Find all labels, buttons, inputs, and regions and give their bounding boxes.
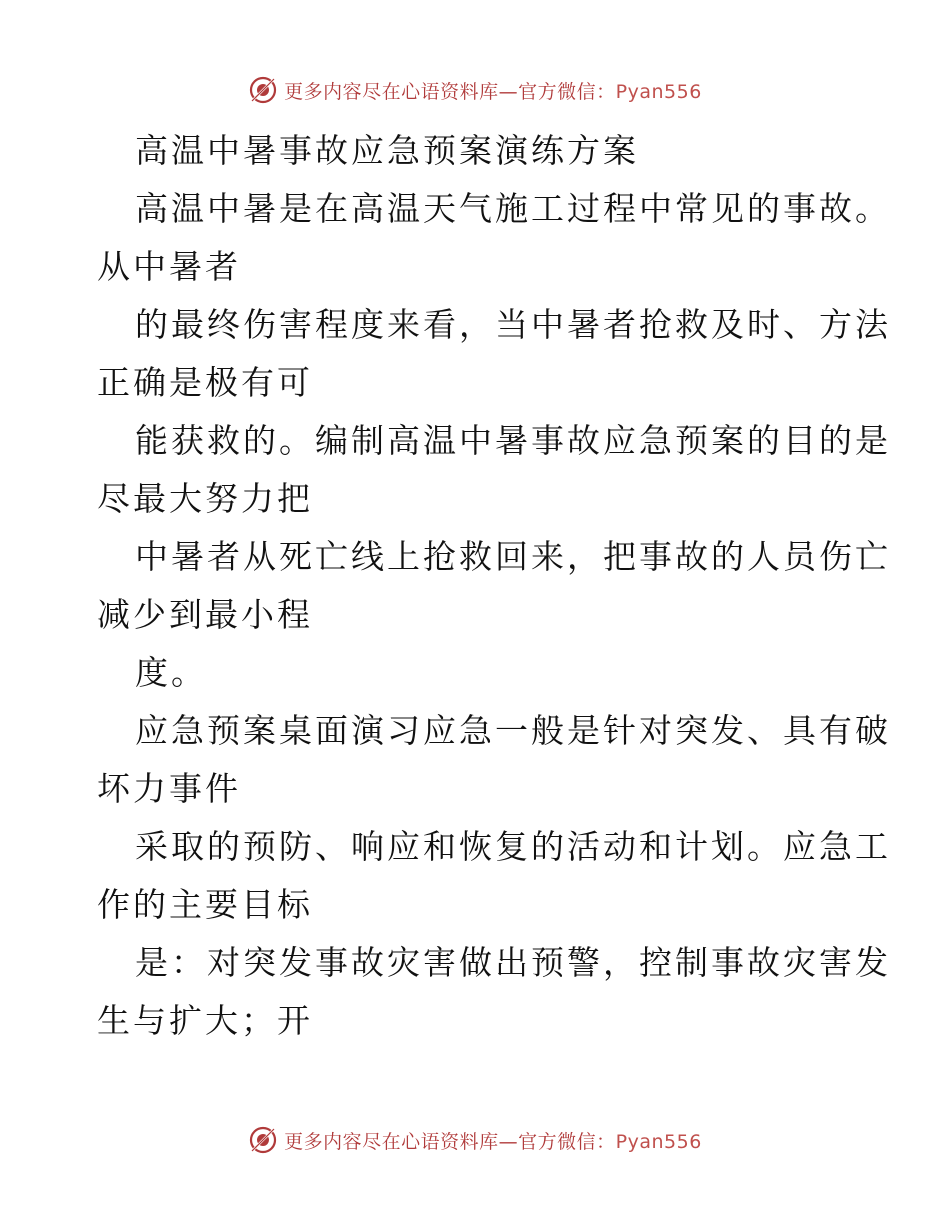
doc-line: 中暑者从死亡线上抢救回来，把事故的人员伤亡	[135, 537, 891, 576]
doc-line: 正确是极有可	[97, 363, 313, 402]
doc-line: 高温中暑是在高温天气施工过程中常见的事故。	[135, 189, 891, 228]
banner-text: 更多内容尽在心语资料库—官方微信：	[284, 1130, 616, 1153]
document-body	[97, 122, 891, 1050]
doc-line: 尽最大努力把	[97, 479, 313, 518]
footer-watermark-banner	[0, 1120, 950, 1160]
pen-logo-icon	[248, 1125, 278, 1155]
doc-line: 采取的预防、响应和恢复的活动和计划。应急工	[135, 827, 891, 866]
doc-line: 能获救的。编制高温中暑事故应急预案的目的是	[135, 421, 891, 460]
doc-line: 应急预案桌面演习应急一般是针对突发、具有破	[135, 711, 891, 750]
banner-wechat-id: Pyan556	[615, 80, 702, 103]
doc-line: 减少到最小程	[97, 595, 313, 634]
header-watermark-banner	[0, 70, 950, 110]
doc-line: 生与扩大；开	[97, 1001, 313, 1040]
doc-line: 是：对突发事故灾害做出预警，控制事故灾害发	[135, 943, 891, 982]
pen-logo-icon	[248, 75, 278, 105]
doc-line: 坏力事件	[97, 769, 241, 808]
banner-text: 更多内容尽在心语资料库—官方微信：	[284, 80, 616, 103]
doc-line: 从中暑者	[97, 247, 241, 286]
doc-line: 度。	[135, 653, 207, 692]
doc-title: 高温中暑事故应急预案演练方案	[135, 131, 639, 170]
doc-line: 的最终伤害程度来看，当中暑者抢救及时、方法	[135, 305, 891, 344]
doc-line: 作的主要目标	[97, 885, 313, 924]
banner-wechat-id: Pyan556	[615, 1130, 702, 1153]
